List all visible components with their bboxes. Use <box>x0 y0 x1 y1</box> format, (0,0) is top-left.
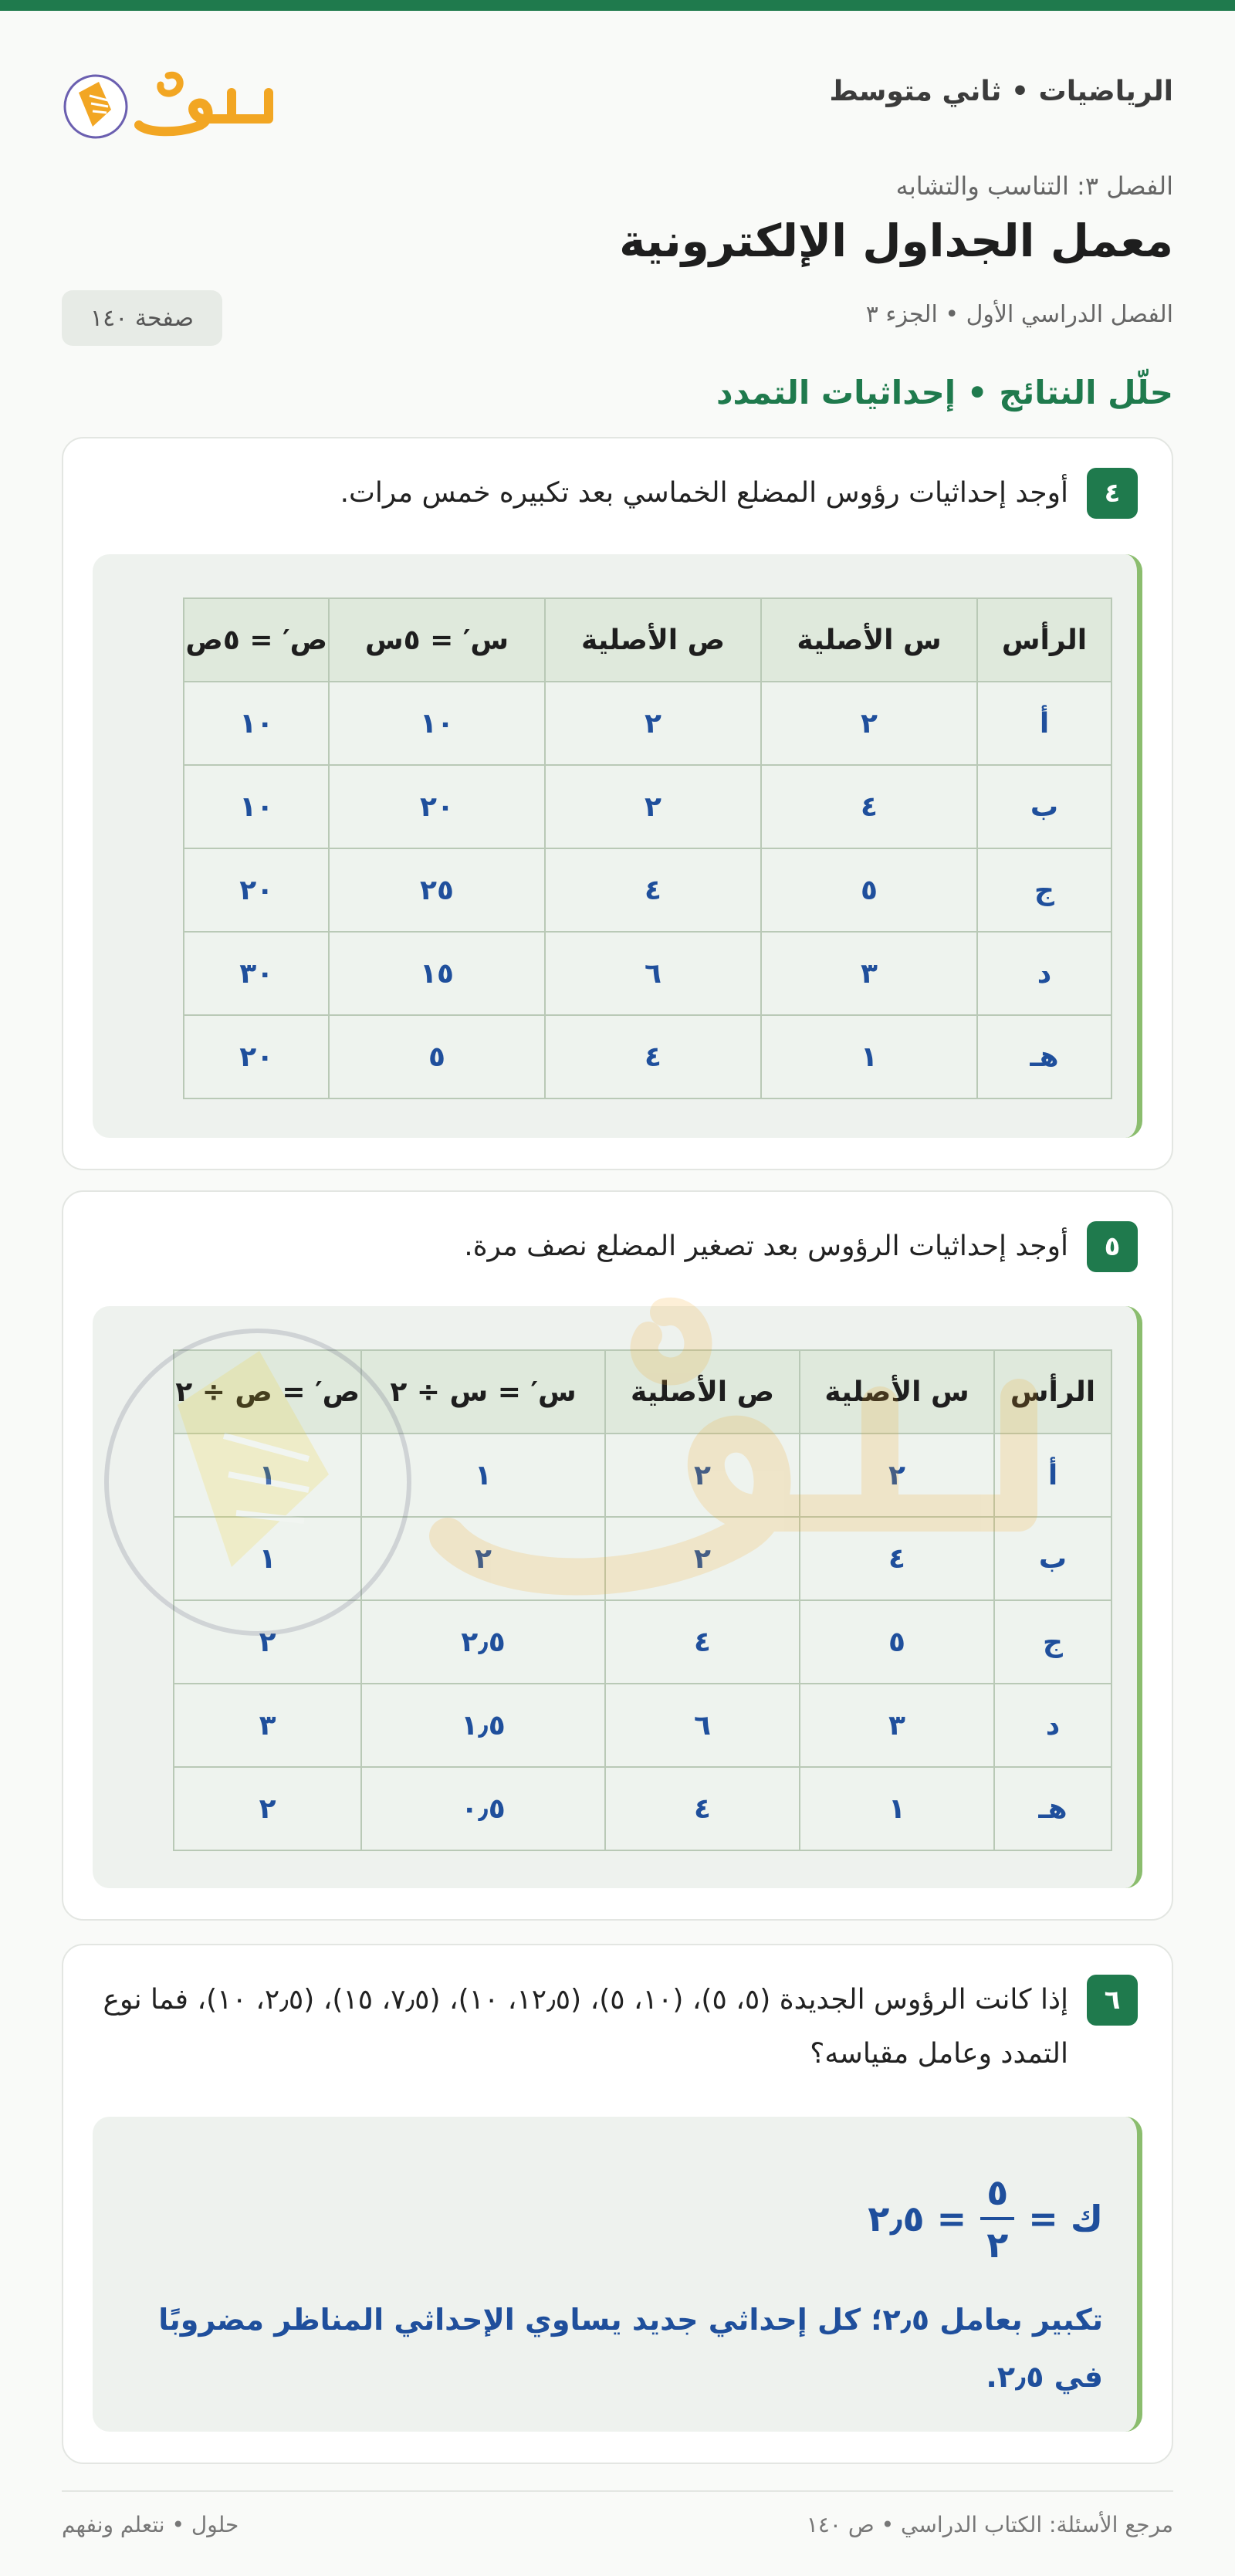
question-card-5 <box>62 1190 1173 1921</box>
table-row <box>184 1015 1112 1098</box>
question-number-badge: ٦ <box>1087 1975 1138 2026</box>
table-cell: ١٥ <box>329 932 545 1015</box>
table-cell: ٢ <box>605 1517 800 1600</box>
table-cell: ٣ <box>800 1684 994 1767</box>
table-row <box>174 1600 1112 1684</box>
table-header-cell: س′ = س ÷ ٢ <box>361 1350 605 1434</box>
table-cell: ٢ <box>545 765 761 848</box>
footer-source: مرجع الأسئلة: الكتاب الدراسي • ص ١٤٠ <box>806 2512 1173 2537</box>
table-cell: ٥ <box>761 848 977 932</box>
table-row <box>184 932 1112 1015</box>
answer-box <box>93 2117 1142 2432</box>
table-header-cell: س′ = ٥س <box>329 598 545 682</box>
table-row <box>184 765 1112 848</box>
scale-factor-formula <box>868 2171 1103 2266</box>
formula-fraction <box>980 2171 1014 2266</box>
table-cell: ١٫٥ <box>361 1684 605 1767</box>
table-row <box>174 1767 1112 1850</box>
table-cell: هـ <box>977 1015 1112 1098</box>
table-cell: ٢ <box>174 1767 361 1850</box>
table-cell: ٣ <box>174 1684 361 1767</box>
table-header-cell: الرأس <box>977 598 1112 682</box>
table-cell: ج <box>994 1600 1112 1684</box>
table-cell: ٢ <box>761 682 977 765</box>
table-cell: ب <box>977 765 1112 848</box>
hulul-logo <box>62 62 278 147</box>
table-cell: د <box>994 1684 1112 1767</box>
table-cell: ٢٠ <box>184 1015 329 1098</box>
table-cell: أ <box>977 682 1112 765</box>
table-cell: ٤ <box>605 1767 800 1850</box>
section-title: حلّل النتائج • إحداثيات التمدد <box>716 374 1173 411</box>
question-header <box>97 1221 1138 1274</box>
table-cell: ١٠ <box>184 682 329 765</box>
footer-brand: حلول • نتعلم ونفهم <box>62 2512 239 2537</box>
page-header <box>62 46 1173 154</box>
term-label: الفصل الدراسي الأول • الجزء ٣ <box>865 301 1173 328</box>
answer-conclusion: تكبير بعامل ٢٫٥؛ كل إحداثي جديد يساوي الإحداثي المناظر مضروبًا في ٢٫٥. <box>158 2303 1103 2394</box>
table-cell: ١ <box>761 1015 977 1098</box>
table-cell: ٣٠ <box>184 932 329 1015</box>
table-cell: ٢ <box>361 1517 605 1600</box>
question-number-badge: ٤ <box>1087 468 1138 519</box>
top-accent-bar <box>0 0 1235 11</box>
table-header-cell: ص′ = ٥ص <box>184 598 329 682</box>
table-cell: ٤ <box>800 1517 994 1600</box>
table-cell: ٢٫٥ <box>361 1600 605 1684</box>
page-badge: صفحة ١٤٠ <box>62 290 222 346</box>
table-cell: ٢٥ <box>329 848 545 932</box>
fraction-denominator: ٢ <box>986 2224 1009 2266</box>
table-cell: ٣ <box>761 932 977 1015</box>
table-header-row <box>174 1350 1112 1434</box>
table-cell: ١ <box>800 1767 994 1850</box>
table-cell: د <box>977 932 1112 1015</box>
table-cell: ٤ <box>605 1600 800 1684</box>
subject-label: الرياضيات • ثاني متوسط <box>829 76 1173 107</box>
table-cell: ٥ <box>329 1015 545 1098</box>
question-header <box>97 1975 1138 2081</box>
table-cell: ب <box>994 1517 1112 1600</box>
table-cell: ٢ <box>545 682 761 765</box>
table-header-cell: س الأصلية <box>800 1350 994 1434</box>
coordinates-table <box>173 1349 1112 1851</box>
answer-box <box>93 1306 1142 1888</box>
question-card-4 <box>62 437 1173 1170</box>
table-cell: ٢٠ <box>184 848 329 932</box>
table-cell: أ <box>994 1434 1112 1517</box>
formula-rhs: = ٢٫٥ <box>868 2198 967 2239</box>
table-header-row <box>184 598 1112 682</box>
question-header <box>97 468 1138 520</box>
table-cell: ٥ <box>800 1600 994 1684</box>
table-cell: ٠٫٥ <box>361 1767 605 1850</box>
question-card-6 <box>62 1944 1173 2464</box>
table-cell: ٤ <box>545 1015 761 1098</box>
table-cell: ١٠ <box>329 682 545 765</box>
table-cell: ٤ <box>761 765 977 848</box>
question-text: إذا كانت الرؤوس الجديدة (٥، ٥)، (١٠، ٥)، (١٢٫٥، ١٠)، (٧٫٥، ١٥)، (٢٫٥، ١٠)، فما نوع التمدد وعامل مقياسه؟ <box>103 1984 1068 2070</box>
table-row <box>184 682 1112 765</box>
question-text: أوجد إحداثيات الرؤوس بعد تصغير المضلع نصف مرة. <box>464 1230 1068 1262</box>
table-cell: ٢ <box>605 1434 800 1517</box>
table-cell: ٢ <box>174 1600 361 1684</box>
table-header-cell: ص الأصلية <box>605 1350 800 1434</box>
answer-box <box>93 554 1142 1138</box>
table-header-cell: س الأصلية <box>761 598 977 682</box>
table-row <box>174 1434 1112 1517</box>
question-number-badge: ٥ <box>1087 1221 1138 1272</box>
table-cell: ١٠ <box>184 765 329 848</box>
table-row <box>184 848 1112 932</box>
table-row <box>174 1517 1112 1600</box>
page-title: معمل الجداول الإلكترونية <box>619 215 1173 267</box>
formula-lhs: ك = <box>1028 2198 1103 2239</box>
table-cell: ١ <box>361 1434 605 1517</box>
question-text: أوجد إحداثيات رؤوس المضلع الخماسي بعد تكبيره خمس مرات. <box>340 477 1068 509</box>
table-cell: ٢ <box>800 1434 994 1517</box>
table-cell: ٦ <box>605 1684 800 1767</box>
table-cell: ١ <box>174 1517 361 1600</box>
table-cell: هـ <box>994 1767 1112 1850</box>
chapter-label: الفصل ٣: التناسب والتشابه <box>895 171 1173 201</box>
table-cell: ١ <box>174 1434 361 1517</box>
table-cell: ج <box>977 848 1112 932</box>
table-header-cell: ص الأصلية <box>545 598 761 682</box>
coordinates-table <box>183 597 1112 1099</box>
table-header-cell: الرأس <box>994 1350 1112 1434</box>
fraction-numerator: ٥ <box>980 2171 1014 2220</box>
table-cell: ٢٠ <box>329 765 545 848</box>
table-header-cell: ص′ = ص ÷ ٢ <box>174 1350 361 1434</box>
table-cell: ٦ <box>545 932 761 1015</box>
table-cell: ٤ <box>545 848 761 932</box>
table-row <box>174 1684 1112 1767</box>
footer-divider <box>62 2490 1173 2492</box>
